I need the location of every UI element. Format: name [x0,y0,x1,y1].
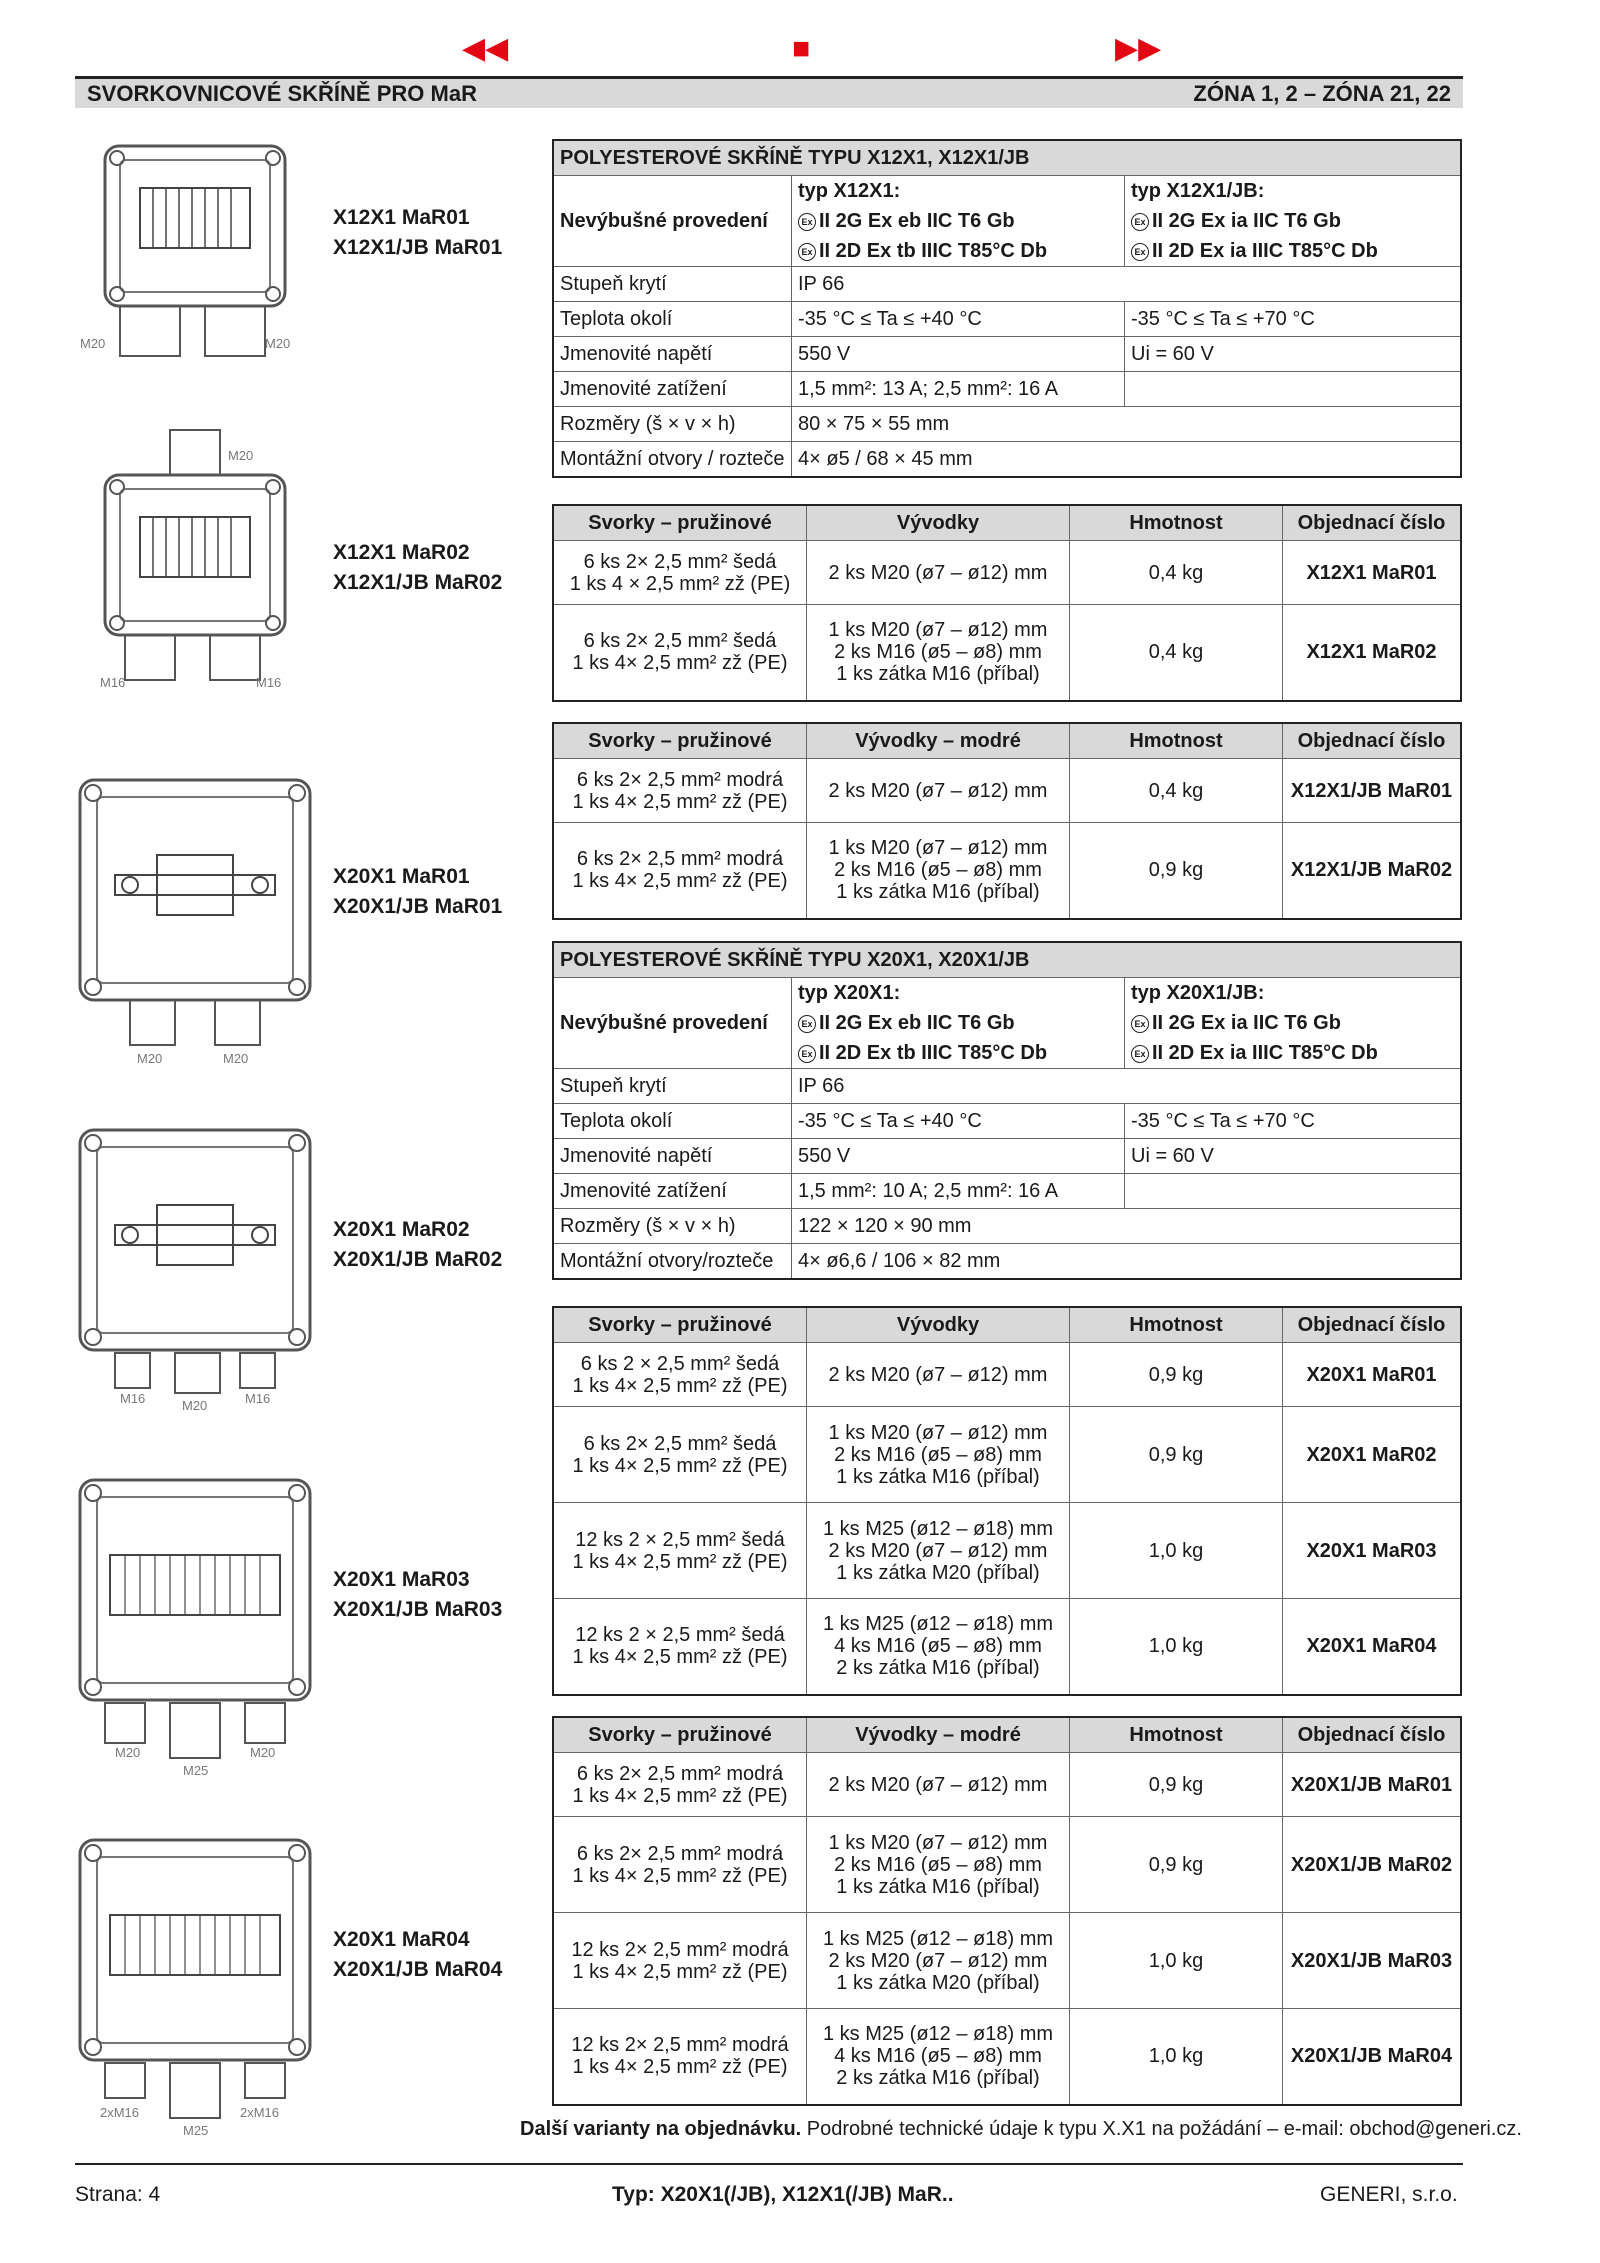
drawing-x12-mar02 [80,425,310,705]
label-m20: M20 [182,1398,208,1413]
spec-label: Montážní otvory / rozteče [553,442,792,478]
table-row: 6 ks 2× 2,5 mm² modrá 1 ks 4× 2,5 mm² zž (PE) 1 ks M20 (ø7 – ø12) mm 2 ks M16 (ø5 – ø8) mm 1 ks zátka M16 (příbal) 0,9 kg X12X1/JB MaR02 [553,823,1461,919]
label-m16: M16 [245,1391,271,1406]
label-m20: M20 [137,1051,163,1066]
page-number: Strana: 4 [75,2183,161,2206]
drawing-x20-mar02 [75,1125,320,1415]
label-m20: M20 [115,1745,141,1760]
spec-value: 550 V [792,337,1125,372]
label-m25: M25 [183,1763,209,1778]
product-label: X12X1 MaR02 X12X1/JB MaR02 [333,541,503,594]
spec-label: Stupeň krytí [553,267,792,302]
spec-ex-b: typ X20X1/JB: Ex II 2G Ex ia IIC T6 Gb Ex II 2D Ex ia IIIC T85°C Db [1125,978,1462,1069]
spec-value: -35 °C ≤ Ta ≤ +70 °C [1125,302,1462,337]
spec-value: 1,5 mm²: 10 A; 2,5 mm²: 16 A [792,1174,1125,1209]
header-left: SVORKOVNICOVÉ SKŘÍNĚ PRO MaR [87,80,477,106]
spec-value: Ui = 60 V [1125,337,1462,372]
spec-value: 80 × 75 × 55 mm [792,407,1462,442]
next-page-icon[interactable]: ▶▶ [1115,32,1162,65]
table-row: 12 ks 2× 2,5 mm² modrá 1 ks 4× 2,5 mm² zž (PE) 1 ks M25 (ø12 – ø18) mm 2 ks M20 (ø7 – ø12) mm 1 ks zátka M20 (příbal) 1,0 kg X20X1/JB MaR03 [553,1913,1461,2009]
spec-label: Montážní otvory/rozteče [553,1244,792,1280]
table-row: 6 ks 2× 2,5 mm² modrá 1 ks 4× 2,5 mm² zž (PE) 2 ks M20 (ø7 – ø12) mm 0,4 kg X12X1/JB MaR01 [553,759,1461,823]
spec-table-x20 [552,941,1462,1280]
table-row: 6 ks 2× 2,5 mm² šedá 1 ks 4 × 2,5 mm² zž (PE) 2 ks M20 (ø7 – ø12) mm 0,4 kg X12X1 MaR01 [553,541,1461,605]
drawing-x20-mar01 [75,775,320,1070]
page-header [75,76,1463,108]
spec-ex-a: typ X12X1: Ex II 2G Ex eb IIC T6 Gb Ex II 2D Ex tb IIIC T85°C Db [792,176,1125,267]
table-row: 12 ks 2 × 2,5 mm² šedá 1 ks 4× 2,5 mm² zž (PE) 1 ks M25 (ø12 – ø18) mm 4 ks M16 (ø5 – ø8) mm 2 ks zátka M16 (příbal) 1,0 kg X20X1 MaR04 [553,1599,1461,1695]
footer-company: GENERI, s.r.o. [1320,2183,1458,2206]
ex-icon: Ex [1131,213,1149,231]
spec-value: 1,5 mm²: 13 A; 2,5 mm²: 16 A [792,372,1125,407]
spec-value: -35 °C ≤ Ta ≤ +40 °C [792,1104,1125,1139]
label-2xm16: 2xM16 [240,2105,280,2120]
spec-value: -35 °C ≤ Ta ≤ +70 °C [1125,1104,1462,1139]
label-m16: M16 [120,1391,146,1406]
label-2xm16: 2xM16 [100,2105,140,2120]
drawing-x20-mar04 [75,1835,320,2145]
prev-page-icon[interactable]: ◀◀ [462,32,509,65]
product-label: X12X1 MaR01 X12X1/JB MaR01 [333,206,503,259]
variants-note: Další varianty na objednávku. Podrobné technické údaje k typu X.X1 na požádání – e-mail: obchod@generi.cz. [520,2118,1522,2140]
spec-value: 4× ø6,6 / 106 × 82 mm [792,1244,1462,1280]
ex-icon: Ex [798,1045,816,1063]
footer-divider [75,2163,1463,2165]
spec-label: Jmenovité napětí [553,1139,792,1174]
label-m20: M20 [228,448,254,463]
label-m16: M16 [256,675,282,690]
spec-title: POLYESTEROVÉ SKŘÍNĚ TYPU X12X1, X12X1/JB [553,140,1461,176]
spec-title: POLYESTEROVÉ SKŘÍNĚ TYPU X20X1, X20X1/JB [553,942,1461,978]
ex-icon: Ex [1131,243,1149,261]
order-table-x20: Svorky – pružinové Vývodky Hmotnost Objednací číslo 6 ks 2 × 2,5 mm² šedá 1 ks 4× 2,5 mm² zž (PE) 2 ks M20 (ø7 – ø12) mm 0,9 kg X20X1 MaR01 6 ks 2× 2,5 mm² šedá 1 ks 4× 2,5 mm² zž (PE) 1 ks M20 (ø7 – ø12) mm 2 ks M16 (ø5 – ø8) mm 1 ks zátka M16 (příbal) 0,9 kg X20X1 MaR02 12 ks 2 × 2,5 mm² šedá 1 ks 4× 2,5 mm² zž (PE) 1 ks M25 (ø12 – ø18) mm 2 ks M20 (ø7 – ø12) mm 1 ks zátka M20 (příbal) 1,0 kg X20X1 MaR03 12 ks 2 × 2,5 mm² šedá 1 ks 4× 2,5 mm² zž (PE) 1 ks M25 (ø12 – ø18) mm 4 ks M16 (ø5 – ø8) mm 2 ks zátka M16 (příbal) 1,0 kg X20X1 MaR04 [552,1306,1462,1696]
spec-value: 122 × 120 × 90 mm [792,1209,1462,1244]
table-row: 6 ks 2× 2,5 mm² modrá 1 ks 4× 2,5 mm² zž (PE) 2 ks M20 (ø7 – ø12) mm 0,9 kg X20X1/JB MaR01 [553,1753,1461,1817]
table-row: 12 ks 2× 2,5 mm² modrá 1 ks 4× 2,5 mm² zž (PE) 1 ks M25 (ø12 – ø18) mm 4 ks M16 (ø5 – ø8) mm 2 ks zátka M16 (příbal) 1,0 kg X20X1/JB MaR04 [553,2009,1461,2105]
ex-icon: Ex [1131,1045,1149,1063]
ex-icon: Ex [798,243,816,261]
ex-icon: Ex [798,1015,816,1033]
table-row: 6 ks 2× 2,5 mm² šedá 1 ks 4× 2,5 mm² zž (PE) 1 ks M20 (ø7 – ø12) mm 2 ks M16 (ø5 – ø8) mm 1 ks zátka M16 (příbal) 0,4 kg X12X1 MaR02 [553,605,1461,701]
label-m20: M20 [265,336,291,351]
drawing-x20-mar03 [75,1475,320,1780]
table-row: 6 ks 2× 2,5 mm² modrá 1 ks 4× 2,5 mm² zž (PE) 1 ks M20 (ø7 – ø12) mm 2 ks M16 (ø5 – ø8) mm 1 ks zátka M16 (příbal) 0,9 kg X20X1/JB MaR02 [553,1817,1461,1913]
spec-ex-a: typ X20X1: Ex II 2G Ex eb IIC T6 Gb Ex II 2D Ex tb IIIC T85°C Db [792,978,1125,1069]
spec-label: Teplota okolí [553,302,792,337]
spec-ex-b: typ X12X1/JB: Ex II 2G Ex ia IIC T6 Gb Ex II 2D Ex ia IIIC T85°C Db [1125,176,1462,267]
spec-value: IP 66 [792,267,1462,302]
order-table-x20-jb: Svorky – pružinové Vývodky – modré Hmotnost Objednací číslo 6 ks 2× 2,5 mm² modrá 1 ks 4× 2,5 mm² zž (PE) 2 ks M20 (ø7 – ø12) mm 0,9 kg X20X1/JB MaR01 6 ks 2× 2,5 mm² modrá 1 ks 4× 2,5 mm² zž (PE) 1 ks M20 (ø7 – ø12) mm 2 ks M16 (ø5 – ø8) mm 1 ks zátka M16 (příbal) 0,9 kg X20X1/JB MaR02 12 ks 2× 2,5 mm² modrá 1 ks 4× 2,5 mm² zž (PE) 1 ks M25 (ø12 – ø18) mm 2 ks M20 (ø7 – ø12) mm 1 ks zátka M20 (příbal) 1,0 kg X20X1/JB MaR03 12 ks 2× 2,5 mm² modrá 1 ks 4× 2,5 mm² zž (PE) 1 ks M25 (ø12 – ø18) mm 4 ks M16 (ø5 – ø8) mm 2 ks zátka M16 (příbal) 1,0 kg X20X1/JB MaR04 [552,1716,1462,2106]
table-row: 6 ks 2 × 2,5 mm² šedá 1 ks 4× 2,5 mm² zž (PE) 2 ks M20 (ø7 – ø12) mm 0,9 kg X20X1 MaR01 [553,1343,1461,1407]
spec-label: Rozměry (š × v × h) [553,1209,792,1244]
table-row: 6 ks 2× 2,5 mm² šedá 1 ks 4× 2,5 mm² zž (PE) 1 ks M20 (ø7 – ø12) mm 2 ks M16 (ø5 – ø8) mm 1 ks zátka M16 (příbal) 0,9 kg X20X1 MaR02 [553,1407,1461,1503]
order-table-x12: Svorky – pružinové Vývodky Hmotnost Objednací číslo 6 ks 2× 2,5 mm² šedá 1 ks 4 × 2,5 mm² zž (PE) 2 ks M20 (ø7 – ø12) mm 0,4 kg X12X1 MaR01 6 ks 2× 2,5 mm² šedá 1 ks 4× 2,5 mm² zž (PE) 1 ks M20 (ø7 – ø12) mm 2 ks M16 (ø5 – ø8) mm 1 ks zátka M16 (příbal) 0,4 kg X12X1 MaR02 [552,504,1462,702]
spec-label: Jmenovité zatížení [553,372,792,407]
table-row: 12 ks 2 × 2,5 mm² šedá 1 ks 4× 2,5 mm² zž (PE) 1 ks M25 (ø12 – ø18) mm 2 ks M20 (ø7 – ø12) mm 1 ks zátka M20 (příbal) 1,0 kg X20X1 MaR03 [553,1503,1461,1599]
spec-label: Nevýbušné provedení [553,176,792,267]
header-right: ZÓNA 1, 2 – ZÓNA 21, 22 [1193,80,1451,106]
spec-value: Ui = 60 V [1125,1139,1462,1174]
drawing-x12-mar01 [80,138,310,378]
spec-label: Stupeň krytí [553,1069,792,1104]
spec-label: Nevýbušné provedení [553,978,792,1069]
product-label: X20X1 MaR02 X20X1/JB MaR02 [333,1218,503,1271]
ex-icon: Ex [1131,1015,1149,1033]
product-label: X20X1 MaR04 X20X1/JB MaR04 [333,1928,503,1981]
spec-value: -35 °C ≤ Ta ≤ +40 °C [792,302,1125,337]
order-table-x12-jb: Svorky – pružinové Vývodky – modré Hmotnost Objednací číslo 6 ks 2× 2,5 mm² modrá 1 ks 4× 2,5 mm² zž (PE) 2 ks M20 (ø7 – ø12) mm 0,4 kg X12X1/JB MaR01 6 ks 2× 2,5 mm² modrá 1 ks 4× 2,5 mm² zž (PE) 1 ks M20 (ø7 – ø12) mm 2 ks M16 (ø5 – ø8) mm 1 ks zátka M16 (příbal) 0,9 kg X12X1/JB MaR02 [552,722,1462,920]
label-m20: M20 [223,1051,249,1066]
label-m20: M20 [250,1745,276,1760]
label-m16: M16 [100,675,126,690]
label-m25: M25 [183,2123,209,2138]
spec-label: Jmenovité zatížení [553,1174,792,1209]
label-m20: M20 [80,336,106,351]
product-label: X20X1 MaR03 X20X1/JB MaR03 [333,1568,503,1621]
ex-icon: Ex [798,213,816,231]
spec-value: 4× ø5 / 68 × 45 mm [792,442,1462,478]
spec-label: Teplota okolí [553,1104,792,1139]
product-label: X20X1 MaR01 X20X1/JB MaR01 [333,865,503,918]
spec-value: 550 V [792,1139,1125,1174]
spec-label: Jmenovité napětí [553,337,792,372]
spec-label: Rozměry (š × v × h) [553,407,792,442]
footer-type: Typ: X20X1(/JB), X12X1(/JB) MaR.. [612,2183,954,2206]
spec-value: IP 66 [792,1069,1462,1104]
spec-table-x12 [552,139,1462,478]
stop-icon[interactable]: ■ [792,32,811,65]
